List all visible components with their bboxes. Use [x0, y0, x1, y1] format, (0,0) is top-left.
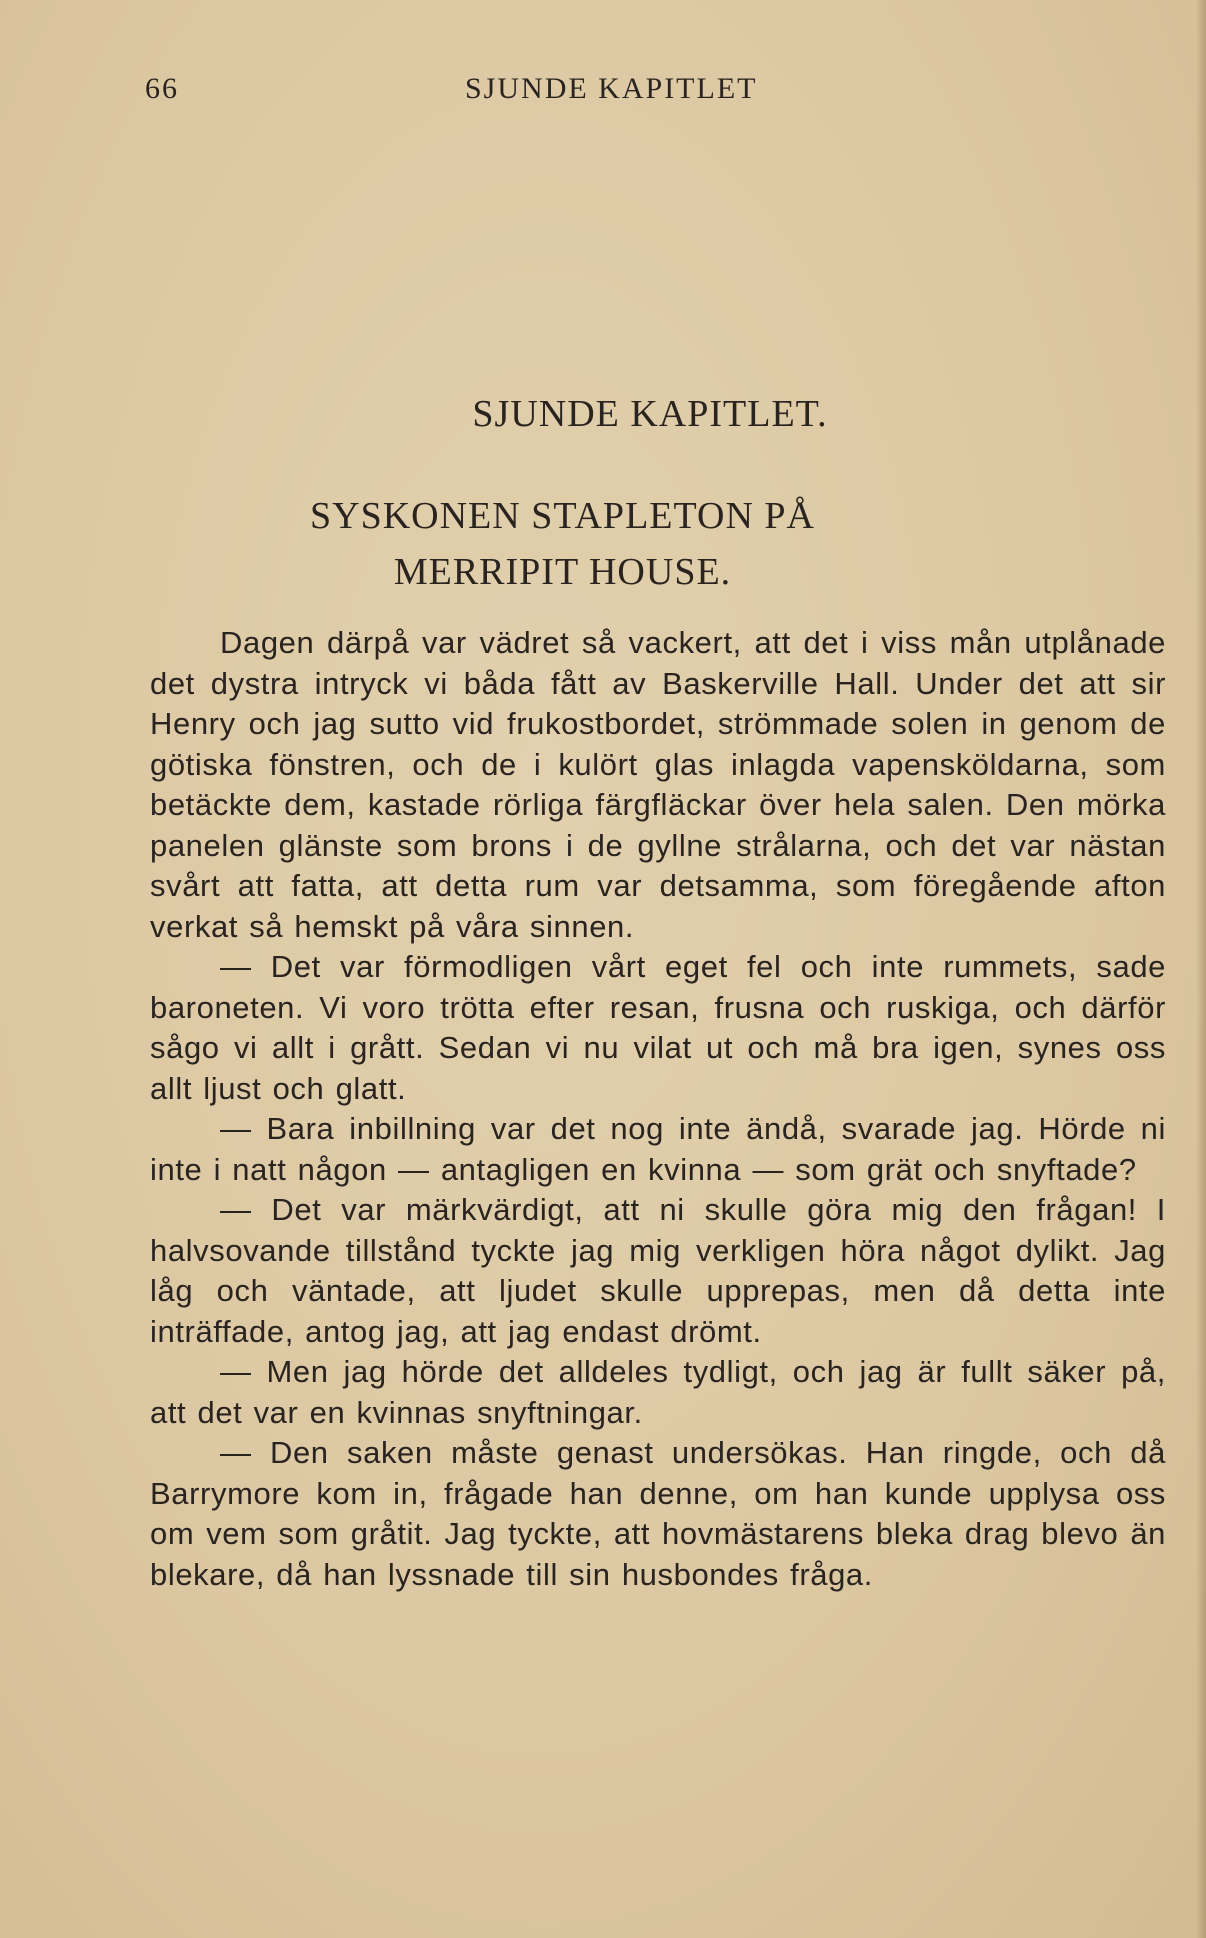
paragraph: — Men jag hörde det alldeles tydligt, och jag är fullt säker på, att det var en kvinnas snyftningar.	[150, 1354, 1166, 1430]
page-edge-shadow	[1196, 0, 1206, 1938]
chapter-subtitle-line-1: SYSKONEN STAPLETON PÅ	[310, 495, 815, 537]
chapter-subtitle-line-2: MERRIPIT HOUSE.	[393, 551, 732, 593]
paragraph: — Bara inbillning var det nog inte ändå, svarade jag. Hörde ni inte i natt någon — antagligen en kvinna — som grät och snyftade?	[150, 1111, 1166, 1187]
running-head	[145, 72, 845, 112]
running-title: SJUNDE KAPITLET	[465, 72, 758, 105]
paragraph: — Den saken måste genast undersökas. Han ringde, och då Barrymore kom in, frågade han denne, om han kunde upplysa oss om vem som gråtit. Jag tyckte, att hovmästarens bleka drag blevo än blekare, då han lyssnade till sin husbondes fråga.	[150, 1435, 1166, 1592]
paragraph: — Det var märkvärdigt, att ni skulle göra mig den frågan! I halvsovande tillstånd tyckte jag mig verkligen höra något dylikt. Jag låg och väntade, att ljudet skulle upprepas, men då detta inte inträffade, antog jag, att jag endast drömt.	[150, 1192, 1166, 1349]
chapter-title-text: SJUNDE KAPITLET.	[472, 393, 828, 435]
paragraph: — Det var förmodligen vårt eget fel och inte rummets, sade baroneten. Vi voro trötta efter resan, frusna och ruskiga, och därför sågo vi allt i grått. Sedan vi nu vilat ut och må bra igen, synes oss allt ljust och glatt.	[150, 949, 1166, 1106]
chapter-title	[145, 392, 1165, 436]
body-text	[150, 623, 1166, 1595]
chapter-subtitle	[145, 488, 1165, 600]
page-number: 66	[145, 72, 179, 105]
paragraph: Dagen därpå var vädret så vackert, att det i viss mån utplånade det dystra intryck vi båda fått av Baskerville Hall. Under det att sir Henry och jag sutto vid frukostbordet, strömmade solen in genom de götiska fönstren, och de i kulört glas inlagda vapensköldarna, som betäckte dem, kastade rörliga färgfläckar över hela salen. Den mörka panelen glänste som brons i de gyllne strålarna, och det var nästan svårt att fatta, att detta rum var detsamma, som föregående afton verkat så hemskt på våra sinnen.	[150, 625, 1166, 944]
